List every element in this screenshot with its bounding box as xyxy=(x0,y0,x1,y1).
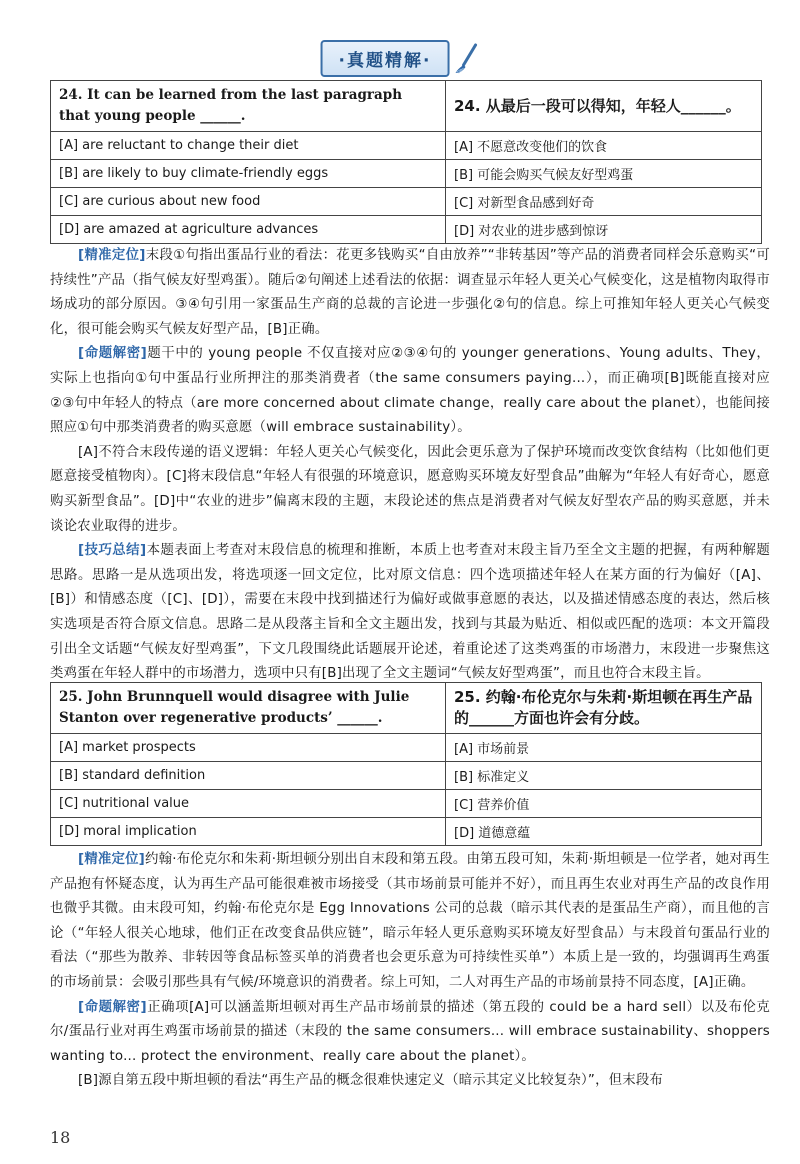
q24-option-a-cn: [A] 不愿意改变他们的饮食 xyxy=(446,132,762,160)
question-24-table xyxy=(50,80,762,244)
q25-option-b-cn: [B] 标准定义 xyxy=(446,762,762,790)
q25-option-d-en: [D] moral implication xyxy=(51,818,446,846)
a24-locate-tag: [精准定位] xyxy=(78,248,146,263)
q25-stem-en: 25. John Brunnquell would disagree with Julie Stanton over regenerative products’ ______. xyxy=(51,683,446,734)
page-number: 18 xyxy=(50,1128,71,1147)
section-banner xyxy=(321,40,480,77)
q25-stem-cn: 25. 约翰·布伦克尔与朱莉·斯坦顿在再生产品的______方面也许会有分歧。 xyxy=(446,683,762,734)
q25-option-c-en: [C] nutritional value xyxy=(51,790,446,818)
q24-option-a-en: [A] are reluctant to change their diet xyxy=(51,132,446,160)
a25-locate-tag: [精准定位] xyxy=(78,852,146,867)
q24-option-d-cn: [D] 对农业的进步感到惊讶 xyxy=(446,216,762,244)
a24-skill-tag: [技巧总结] xyxy=(78,543,147,559)
a24-skill-paragraph xyxy=(50,539,770,687)
a24-locate-paragraph xyxy=(50,244,770,342)
q25-option-a-cn: [A] 市场前景 xyxy=(446,734,762,762)
q24-option-c-en: [C] are curious about new food xyxy=(51,188,446,216)
a25-decode-paragraph xyxy=(50,996,770,1070)
q25-option-d-cn: [D] 道德意蕴 xyxy=(446,818,762,846)
answer-25-analysis xyxy=(50,848,770,1094)
a24-distractor-paragraph: [A]不符合末段传递的语义逻辑：年轻人更关心气候变化，因此会更乐意为了保护环境而改变饮食结构（比如他们更愿意接受植物肉）。[C]将末段信息“年轻人有很强的环境意识，愿意购买环境友好型食品”曲解为“年轻人有好奇心，愿意购买新型食品”。[D]中“农业的进步”偏离末段的主题，末段论述的焦点是消费者对气候友好型农产品的购买意愿，并未谈论农业取得的进步。 xyxy=(50,444,770,534)
a25-locate-text: 约翰·布伦克尔和朱莉·斯坦顿分别出自末段和第五段。由第五段可知，朱莉·斯坦顿是一位学者，她对再生产品抱有怀疑态度，认为再生产品可能很难被市场接受（其市场前景可能并不好），而且再生农业对再生产品的改良作用也微乎其微。由末段可知，约翰·布伦克尔是 Egg Innovations 公司的总裁（暗示其代表的是蛋品生产商），而且他的言论（“年轻人很关心地球，他们正在改变食品供应链”，暗示年轻人更乐意购买环境友好型食品）与末段首句蛋品行业的看法（“那些为散养、非转因等食品标签买单的消费者也会更乐意为可持续性买单”）本质上是一致的，均强调再生鸡蛋的市场前景：会吸引那些具有气候/环境意识的消费者。综上可知，二人对再生产品的市场前景持不同态度，[A]正确。 xyxy=(50,852,770,990)
q25-option-b-en: [B] standard definition xyxy=(51,762,446,790)
a24-locate-text: 末段①句指出蛋品行业的看法：花更多钱购买“自由放养”“非转基因”等产品的消费者同样会乐意购买“可持续性”产品（指气候友好型鸡蛋）。随后②句阐述上述看法的依据：调查显示年轻人更关心气候变化，这是植物肉取得市场成功的部分原因。③④句引用一家蛋品生产商的总裁的言论进一步强化②句的信息。综上可推知年轻人更关心气候变化，很可能会购买气候友好型产品，[B]正确。 xyxy=(50,248,770,337)
a24-skill-text: 本题表面上考查对末段信息的梳理和推断，本质上也考查对末段主旨乃至全文主题的把握，有两种解题思路。思路一是从选项出发，将选项逐一回文定位，比对原文信息：四个选项描述年轻人在某方面的行为偏好（[A]、[B]）和情感态度（[C]、[D]），需要在末段中找到描述行为偏好或做事意愿的表达，以及描述情感态度的表达，然后核实选项是否符合原文信息。思路二是从段落主旨和全文主题出发，找到与其最为贴近、相似或匹配的选项：本文开篇段引出全文话题“气候友好型鸡蛋”，下文几段围绕此话题展开论述，着重论述了这类鸡蛋的市场潜力，末段进一步聚焦这类鸡蛋在年轻人群中的市场潜力，选项中只有[B]出现了全文主题词“气候友好型鸡蛋”，而且也符合末段主旨。 xyxy=(50,543,770,682)
a25-decode-text: 正确项[A]可以涵盖斯坦顿对再生产品市场前景的描述（第五段的 could be a hard sell）以及布伦克尔/蛋品行业对再生鸡蛋市场前景的描述（末段的 the same consumers... will embrace sustainability、shoppers wanting to... protect the environment、really care about the planet）。 xyxy=(50,999,770,1064)
banner-title: ·真题精解· xyxy=(321,40,450,77)
q24-option-b-cn: [B] 可能会购买气候友好型鸡蛋 xyxy=(446,160,762,188)
q25-option-a-en: [A] market prospects xyxy=(51,734,446,762)
a25-distractor-paragraph: [B]源自第五段中斯坦顿的看法“再生产品的概念很难快速定义（暗示其定义比较复杂）”，但末段布 xyxy=(78,1073,664,1089)
a25-locate-paragraph xyxy=(50,848,770,996)
a25-decode-tag: [命题解密] xyxy=(78,999,147,1015)
q24-option-d-en: [D] are amazed at agriculture advances xyxy=(51,216,446,244)
answer-24-analysis xyxy=(50,244,770,687)
a24-decode-text: 题干中的 young people 不仅直接对应②③④句的 younger generations、Young adults、They，实际上也指向①句中蛋品行业所押注的那类消费者（the same consumers paying...），而正确项[B]既能直接对应②③句中年轻人的特点（are more concerned about climate change，really care about the planet），也能间接照应①句中那类消费者的购买意愿（will embrace sustainability）。 xyxy=(50,346,770,436)
q24-option-b-en: [B] are likely to buy climate-friendly eggs xyxy=(51,160,446,188)
question-25-table xyxy=(50,682,762,846)
q25-option-c-cn: [C] 营养价值 xyxy=(446,790,762,818)
q24-stem-en: 24. It can be learned from the last paragraph that young people ______. xyxy=(51,81,446,132)
a24-decode-tag: [命题解密] xyxy=(78,346,148,362)
a24-decode-paragraph xyxy=(50,342,770,440)
q24-option-c-cn: [C] 对新型食品感到好奇 xyxy=(446,188,762,216)
q24-stem-cn: 24. 从最后一段可以得知，年轻人______。 xyxy=(446,81,762,132)
brush-icon xyxy=(453,43,479,75)
